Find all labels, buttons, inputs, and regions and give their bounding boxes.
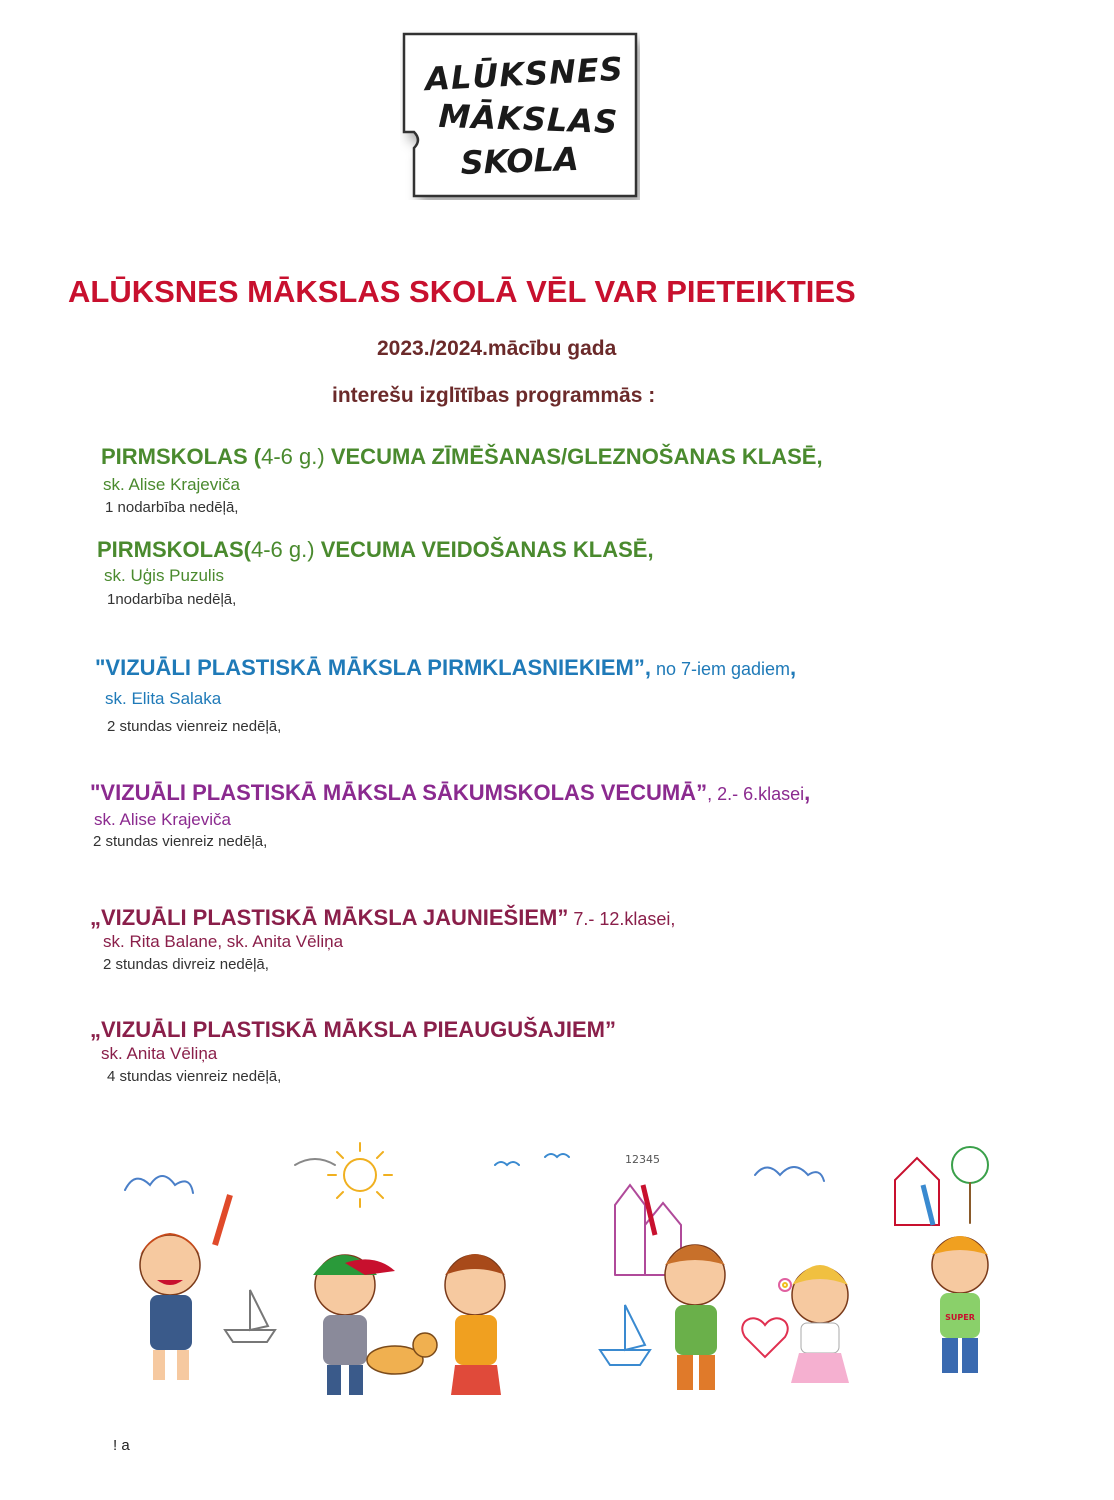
program-2-frequency: 1nodarbība nedēļā, <box>107 591 237 608</box>
program-4-frequency: 2 stundas vienreiz nedēļā, <box>93 833 268 850</box>
main-title: ALŪKSNES MĀKSLAS SKOLĀ VĒL VAR PIETEIKTIES <box>68 274 856 309</box>
program-6-teacher: sk. Anita Vēliņa <box>101 1044 218 1063</box>
program-6-title: „VIZUĀLI PLASTISKĀ MĀKSLA PIEAUGUŠAJIEM” <box>90 1017 616 1042</box>
program-5-title: „VIZUĀLI PLASTISKĀ MĀKSLA JAUNIEŠIEM” 7.- 12.klasei, <box>90 905 676 930</box>
logo-line-3: SKOLA <box>459 139 580 183</box>
program-3-title: "VIZUĀLI PLASTISKĀ MĀKSLA PIRMKLASNIEKIEM”, no 7-iem gadiem, <box>95 655 797 680</box>
doodle-digits: 12345 <box>625 1153 660 1166</box>
children-drawing-illustration <box>95 1135 1040 1400</box>
program-4-teacher: sk. Alise Krajeviča <box>94 810 231 829</box>
logo-line-2: MĀKSLAS <box>437 96 619 142</box>
program-5-teacher: sk. Rita Balane, sk. Anita Vēliņa <box>103 932 344 951</box>
school-logo <box>400 30 640 200</box>
program-3-teacher: sk. Elita Salaka <box>105 689 222 708</box>
program-3-frequency: 2 stundas vienreiz nedēļā, <box>107 718 282 735</box>
subtitle: interešu izglītības programmās : <box>332 384 656 407</box>
footnote: ! a <box>113 1437 130 1454</box>
program-6-frequency: 4 stundas vienreiz nedēļā, <box>107 1068 282 1085</box>
program-4-title: "VIZUĀLI PLASTISKĀ MĀKSLA SĀKUMSKOLAS VECUMĀ”, 2.- 6.klasei, <box>90 780 811 805</box>
logo-line-1: ALŪKSNES <box>424 49 625 99</box>
program-5-frequency: 2 stundas divreiz nedēļā, <box>103 956 269 973</box>
school-year: 2023./2024.mācību gada <box>377 337 617 360</box>
program-1-title: PIRMSKOLAS (4-6 g.) VECUMA ZĪMĒŠANAS/GLEZNOŠANAS KLASĒ, <box>101 444 823 469</box>
program-2-title: PIRMSKOLAS(4-6 g.) VECUMA VEIDOŠANAS KLASĒ, <box>97 537 654 562</box>
program-1-frequency: 1 nodarbība nedēļā, <box>105 499 239 516</box>
program-2-teacher: sk. Uģis Puzulis <box>104 566 224 585</box>
program-1-teacher: sk. Alise Krajeviča <box>103 475 240 494</box>
shirt-label: SUPER <box>945 1313 975 1322</box>
